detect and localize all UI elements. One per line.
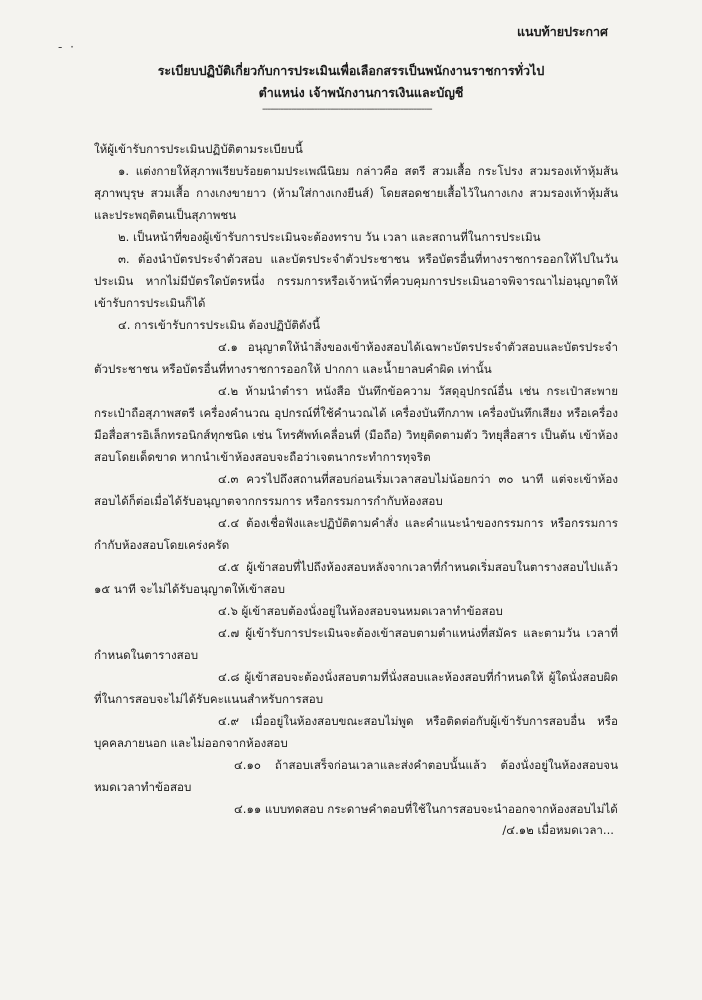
title-line-2: ตำแหน่ง เจ้าพนักงานการเงินและบัญชี: [258, 85, 464, 100]
rule-3: ๓. ต้องนำบัตรประจำตัวสอบ และบัตรประจำตัวประชาชน หรือบัตรอื่นที่ทางราชการออกให้ไปในวันประเมิน หากไม่มีบัตรใดบัตรหนึ่ง กรรมการหรือเจ้าหน้าที่ควบคุมการประเมินอาจพิจารณาไม่อนุญาตให้เข้ารับการประเมินก็ได้: [94, 252, 618, 310]
rule-2: ๒. เป็นหน้าที่ของผู้เข้ารับการประเมินจะต้องทราบ วัน เวลา และสถานที่ในการประเมิน: [118, 230, 541, 244]
rule-4-11: ๔.๑๑ แบบทดสอบ กระดาษคำตอบที่ใช้ในการสอบจะนำออกจากห้องสอบไม่ได้: [234, 802, 618, 816]
document-body: [94, 138, 618, 820]
rule-4-8: ๔.๘ ผู้เข้าสอบจะต้องนั่งสอบตามที่นั่งสอบและห้องสอบที่กำหนดให้ ผู้ใดนั่งสอบผิดที่ในการสอบจะไม่ได้รับคะแนนสำหรับการสอบ: [94, 670, 618, 706]
rule-4-5: ๔.๕ ผู้เข้าสอบที่ไปถึงห้องสอบหลังจากเวลาที่กำหนดเริ่มสอบในตารางสอบไปแล้ว ๑๕ นาที จะไม่ได้รับอนุญาตให้เข้าสอบ: [94, 560, 618, 596]
continuation-note: /๔.๑๒ เมื่อหมดเวลา...: [502, 823, 614, 837]
rule-4-6: ๔.๖ ผู้เข้าสอบต้องนั่งอยู่ในห้องสอบจนหมดเวลาทำข้อสอบ: [218, 604, 503, 618]
rule-4-2: ๔.๒ ห้ามนำตำรา หนังสือ บันทึกข้อความ วัสดุอุปกรณ์อื่น เช่น กระเป๋าสะพาย กระเป๋าถือสุภาพสตรี เครื่องคำนวณ อุปกรณ์ที่ใช้คำนวณได้ เครื่องบันทึกภาพ เครื่องบันทึกเสียง หรือเครื่องมือสื่อสารอิเล็กทรอนิกส์ทุกชนิด เช่น โทรศัพท์เคลื่อนที่ (มือถือ) วิทยุติดตามตัว วิทยุสื่อสาร เป็นต้น เข้าห้องสอบโดยเด็ดขาด หากนำเข้าห้องสอบจะถือว่าเจตนากระทำการทุจริต: [94, 384, 618, 464]
annex-label: แนบท้ายประกาศ: [516, 24, 608, 39]
intro-paragraph: ให้ผู้เข้ารับการประเมินปฏิบัติตามระเบียบนี้: [94, 142, 303, 156]
title-divider: -----------------------------------------------------------------: [262, 104, 432, 115]
rule-4-7: ๔.๗ ผู้เข้ารับการประเมินจะต้องเข้าสอบตามตำแหน่งที่สมัคร และตามวัน เวลาที่กำหนดในตารางสอบ: [94, 626, 618, 662]
rule-4-10: ๔.๑๐ ถ้าสอบเสร็จก่อนเวลาและส่งคำตอบนั้นแล้ว ต้องนั่งอยู่ในห้องสอบจนหมดเวลาทำข้อสอบ: [94, 758, 618, 794]
rule-4-3: ๔.๓ ควรไปถึงสถานที่สอบก่อนเริ่มเวลาสอบไม่น้อยกว่า ๓๐ นาที แต่จะเข้าห้องสอบได้ก็ต่อเมื่อได้รับอนุญาตจากกรรมการ หรือกรรมการกำกับห้องสอบ: [94, 472, 618, 508]
rule-1: ๑. แต่งกายให้สุภาพเรียบร้อยตามประเพณีนิยม กล่าวคือ สตรี สวมเสื้อ กระโปรง สวมรองเท้าหุ้มส้น สุภาพบุรุษ สวมเสื้อ กางเกงขายาว (ห้ามใส่กางเกงยีนส์) โดยสอดชายเสื้อไว้ในกางเกง สวมรองเท้าหุ้มส้นและประพฤติตนเป็นสุภาพชน: [94, 164, 618, 222]
scan-marks: - ·: [58, 40, 76, 54]
rule-4-4: ๔.๔ ต้องเชื่อฟังและปฏิบัติตามคำสั่ง และคำแนะนำของกรรมการ หรือกรรมการกำกับห้องสอบโดยเคร่งครัด: [94, 516, 618, 552]
rule-4-9: ๔.๙ เมื่ออยู่ในห้องสอบขณะสอบไม่พูด หรือติดต่อกับผู้เข้ารับการสอบอื่น หรือบุคคลภายนอก และไม่ออกจากห้องสอบ: [94, 714, 618, 750]
rule-4-1: ๔.๑ อนุญาตให้นำสิ่งของเข้าห้องสอบได้เฉพาะบัตรประจำตัวสอบและบัตรประจำตัวประชาชน หรือบัตรอื่นที่ทางราชการออกให้ ปากกา และน้ำยาลบคำผิด เท่านั้น: [94, 340, 618, 376]
document-title: [0, 60, 702, 104]
title-line-1: ระเบียบปฏิบัติเกี่ยวกับการประเมินเพื่อเลือกสรรเป็นพนักงานราชการทั่วไป: [157, 63, 545, 78]
rule-4: ๔. การเข้ารับการประเมิน ต้องปฏิบัติดังนี้: [118, 318, 320, 332]
